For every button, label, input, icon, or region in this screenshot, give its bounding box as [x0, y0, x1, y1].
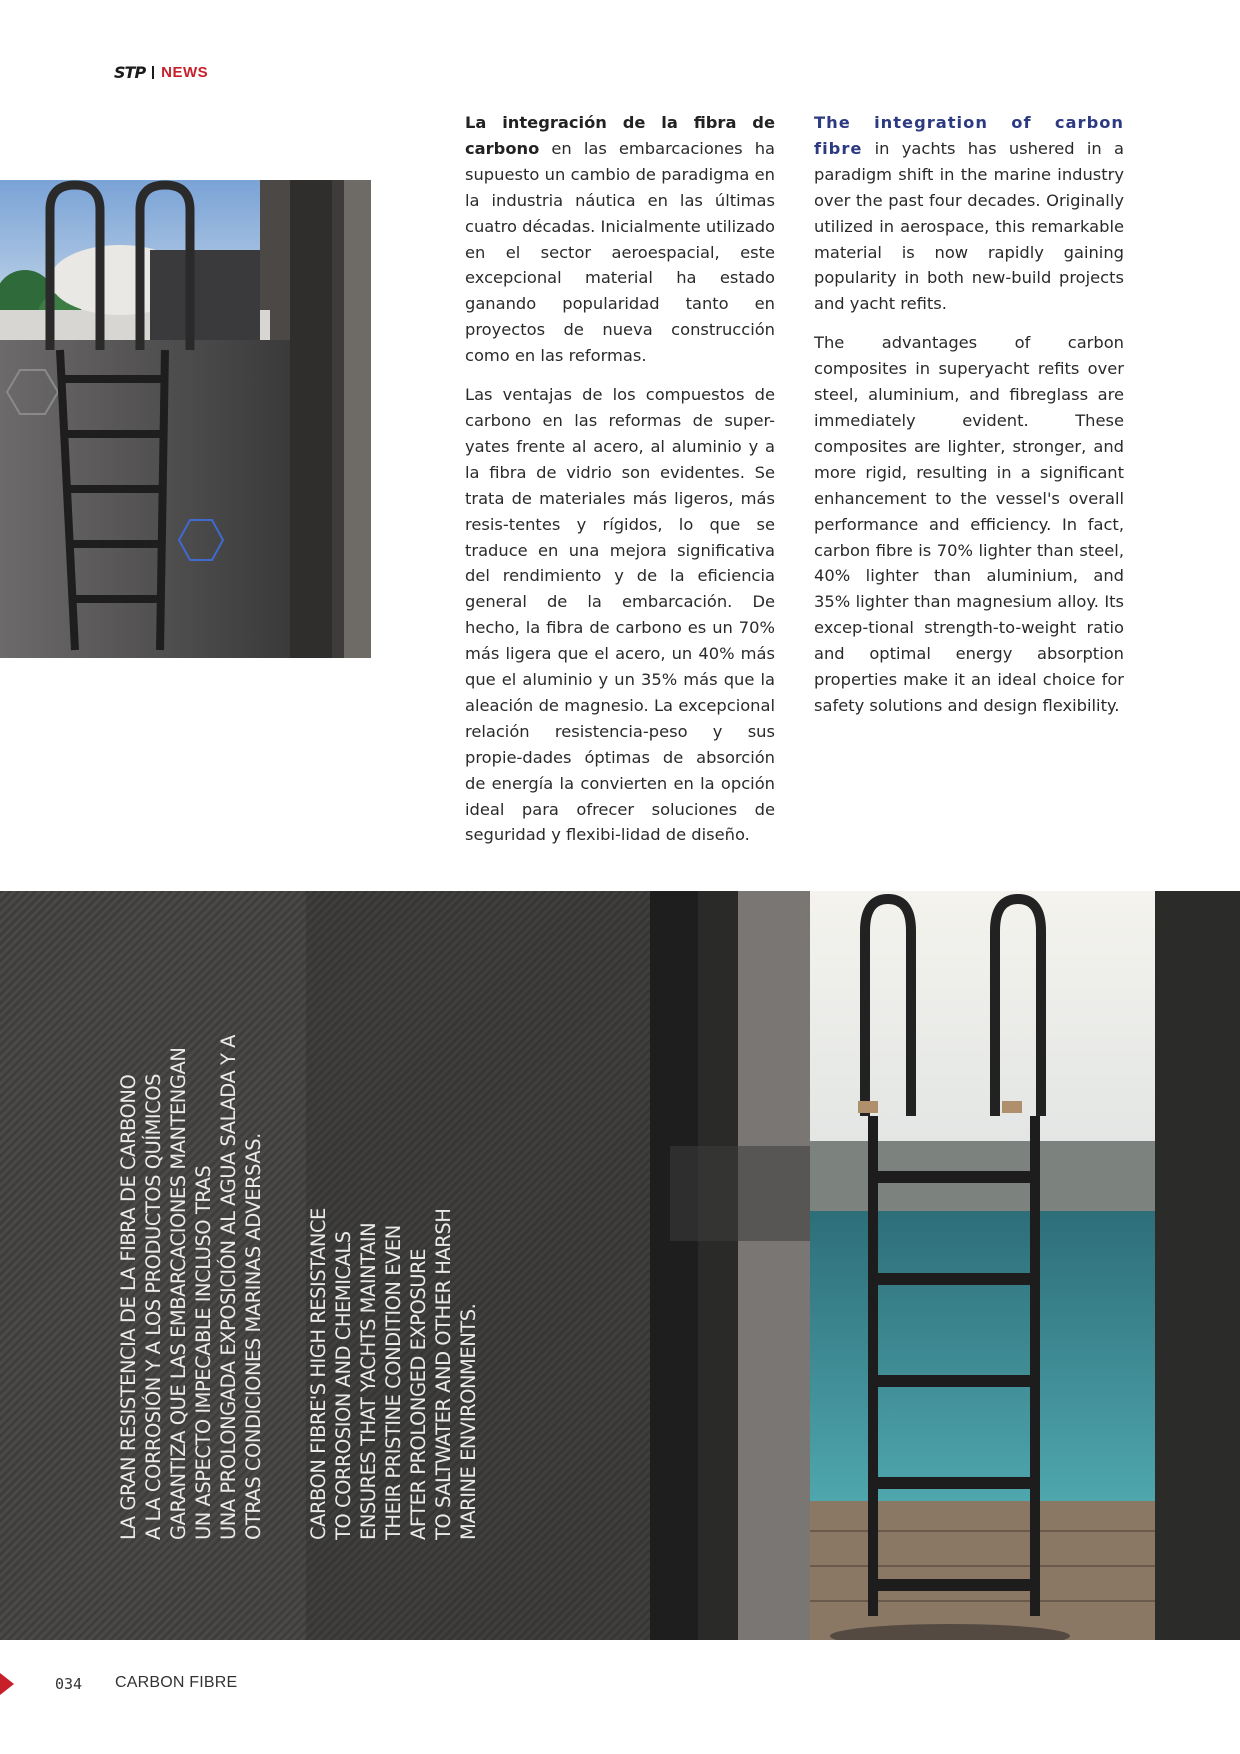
stp-logo: STP: [114, 62, 146, 82]
boat-ladder-illustration: [0, 180, 371, 658]
english-paragraph-1-text: in yachts has ushered in a paradigm shift in the marine industry over the past four decades. Originally utilized in aerospace, this remarkable material is now rapidly gaining popularity in both new-build projects and yacht refits.: [814, 138, 1124, 314]
english-pull-quote: [306, 1208, 481, 1540]
english-quote-line: MARINE ENVIRONMENTS.: [457, 1303, 480, 1540]
section-label: NEWS: [161, 63, 209, 81]
english-paragraph-1: [814, 110, 1124, 317]
boat-ladder-photo: [0, 180, 371, 658]
english-quote-line: TO SALTWATER AND OTHER HARSH: [432, 1208, 455, 1540]
footer-arrow-icon: [0, 1673, 14, 1695]
english-lead: The integration of carbon fibre: [814, 113, 1124, 158]
english-quote-line: TO CORROSION AND CHEMICALS: [332, 1231, 355, 1540]
english-article-column: [814, 110, 1124, 732]
footer-section-title: CARBON FIBRE: [115, 1674, 238, 1691]
spanish-article-column: [465, 110, 775, 861]
page-header: [114, 62, 208, 82]
english-quote-line: CARBON FIBRE'S HIGH RESISTANCE: [307, 1208, 330, 1540]
english-quote-line: ENSURES THAT YACHTS MAINTAIN: [357, 1222, 380, 1540]
spanish-quote-line: UNA PROLONGADA EXPOSICIÓN AL AGUA SALADA Y A: [217, 1035, 240, 1540]
spanish-quote-line: A LA CORROSIÓN Y A LOS PRODUCTOS QUÍMICOS: [142, 1074, 165, 1540]
dock-ladder-photo: [650, 891, 1240, 1640]
english-quote-line: THEIR PRISTINE CONDITION EVEN: [382, 1225, 405, 1540]
spanish-quote-line: OTRAS CONDICIONES MARINAS ADVERSAS.: [242, 1133, 265, 1540]
header-divider: [152, 66, 154, 79]
english-paragraph-2: The advantages of carbon composites in superyacht refits over steel, aluminium, and fibreglass are immediately evident. These composites are lighter, stronger, and more rigid, resulting in a significant enhancement to the vessel's overall performance and efficiency. In fact, carbon fibre is 70% lighter than steel, 40% lighter than aluminium, and 35% lighter than magnesium alloy. Its excep-tional strength-to-weight ratio and optimal energy absorption properties make it an ideal choice for safety solutions and design flexibility.: [814, 333, 1124, 715]
english-quote-line: AFTER PROLONGED EXPOSURE: [407, 1249, 430, 1540]
spanish-quote-line: LA GRAN RESISTENCIA DE LA FIBRA DE CARBONO: [117, 1074, 140, 1540]
spanish-paragraph-2: Las ventajas de los compuestos de carbono en las reformas de super-yates frente al acero, al aluminio y a la fibra de vidrio son evidentes. Se trata de materiales más ligeros, más resis-tentes y rígidos, lo que se traduce en una mejora significativa del rendimiento y de la eficiencia general de la embarcación. De hecho, la fibra de carbono es un 70% más ligera que el acero, un 40% más que el aluminio y un 35% más que la aleación de magnesio. La excepcional relación resistencia-peso y sus propie-dades óptimas de absorción de energía la convierten en la opción ideal para ofrecer soluciones de seguridad y flexibi-lidad de diseño.: [465, 385, 775, 845]
spanish-quote-line: GARANTIZA QUE LAS EMBARCACIONES MANTENGAN: [167, 1047, 190, 1540]
page-number: 034: [55, 1675, 83, 1693]
spanish-pull-quote: [116, 1035, 266, 1540]
spanish-paragraph-1: [465, 110, 775, 369]
spanish-lead: La integración de la fibra de carbono: [465, 113, 775, 158]
spanish-quote-line: UN ASPECTO IMPECABLE INCLUSO TRAS: [192, 1165, 215, 1540]
spanish-paragraph-1-text: en las embarcaciones ha supuesto un cambio de paradigma en la industria náutica en las últimas cuatro décadas. Inicialmente utilizado en el sector aeroespacial, este excepcional material ha estado ganando popularidad tanto en proyectos de nueva construcción como en las reformas.: [465, 138, 776, 366]
